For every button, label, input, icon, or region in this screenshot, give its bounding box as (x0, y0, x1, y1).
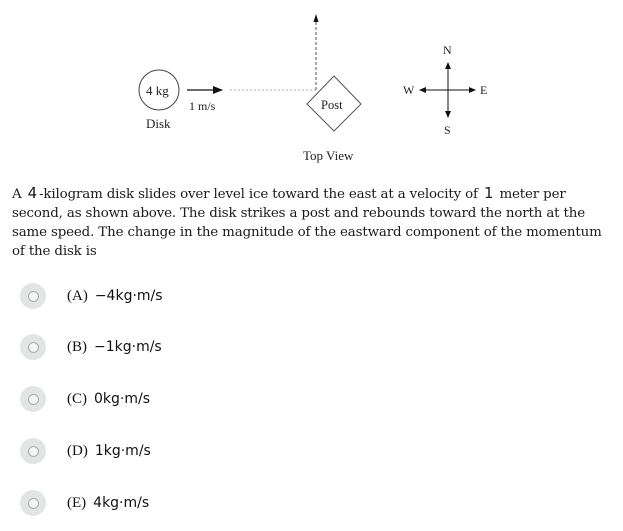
option-b[interactable] (20, 333, 162, 361)
question-speed-value: 1 (483, 184, 494, 202)
compass-west-label: W (403, 83, 415, 97)
question-part-3: meter per second, as shown above. The disk strikes a post and rebounds toward the north at the same speed. The change in the magnitude of the eastward component of the momentum of the disk is (12, 187, 602, 259)
option-value: −1kg·m/s (94, 339, 162, 355)
radio-button-c[interactable] (20, 386, 46, 412)
radio-button-e[interactable] (20, 490, 46, 516)
option-value: −4kg·m/s (94, 288, 163, 304)
option-value: 4kg·m/s (93, 495, 150, 511)
question-part-1: A (12, 187, 22, 202)
velocity-label: 1 m/s (189, 99, 216, 113)
option-value: 1kg·m/s (94, 443, 151, 459)
option-c[interactable] (20, 385, 150, 413)
option-e[interactable] (20, 489, 149, 517)
option-letter: (E) (67, 494, 87, 511)
radio-circle-icon (28, 498, 39, 509)
option-letter: (D) (67, 442, 88, 459)
post-label: Post (321, 98, 343, 112)
compass-south-label: S (444, 123, 451, 137)
radio-button-b[interactable] (20, 334, 46, 360)
physics-diagram (0, 0, 623, 170)
question-mass-value: 4 (27, 184, 38, 202)
rebound-arrowhead-icon (314, 14, 319, 22)
option-letter: (B) (67, 338, 87, 355)
question-part-2: -kilogram disk slides over level ice toward the east at a velocity of (39, 187, 478, 202)
disk-mass-label: 4 kg (146, 83, 169, 98)
compass-north-label: N (443, 43, 452, 57)
option-letter: (C) (67, 390, 87, 407)
radio-circle-icon (28, 342, 39, 353)
option-a[interactable] (20, 282, 163, 310)
radio-circle-icon (28, 291, 39, 302)
radio-button-a[interactable] (20, 283, 46, 309)
radio-button-d[interactable] (20, 438, 46, 464)
option-d[interactable] (20, 437, 151, 465)
disk-name-label: Disk (146, 116, 171, 131)
radio-circle-icon (28, 446, 39, 457)
top-view-label: Top View (303, 148, 354, 163)
compass-east-label: E (480, 83, 488, 97)
question-text (12, 184, 612, 261)
diagram-graphics (0, 0, 623, 170)
option-value: 0kg·m/s (94, 391, 150, 407)
radio-circle-icon (28, 394, 39, 405)
option-letter: (A) (67, 287, 88, 304)
